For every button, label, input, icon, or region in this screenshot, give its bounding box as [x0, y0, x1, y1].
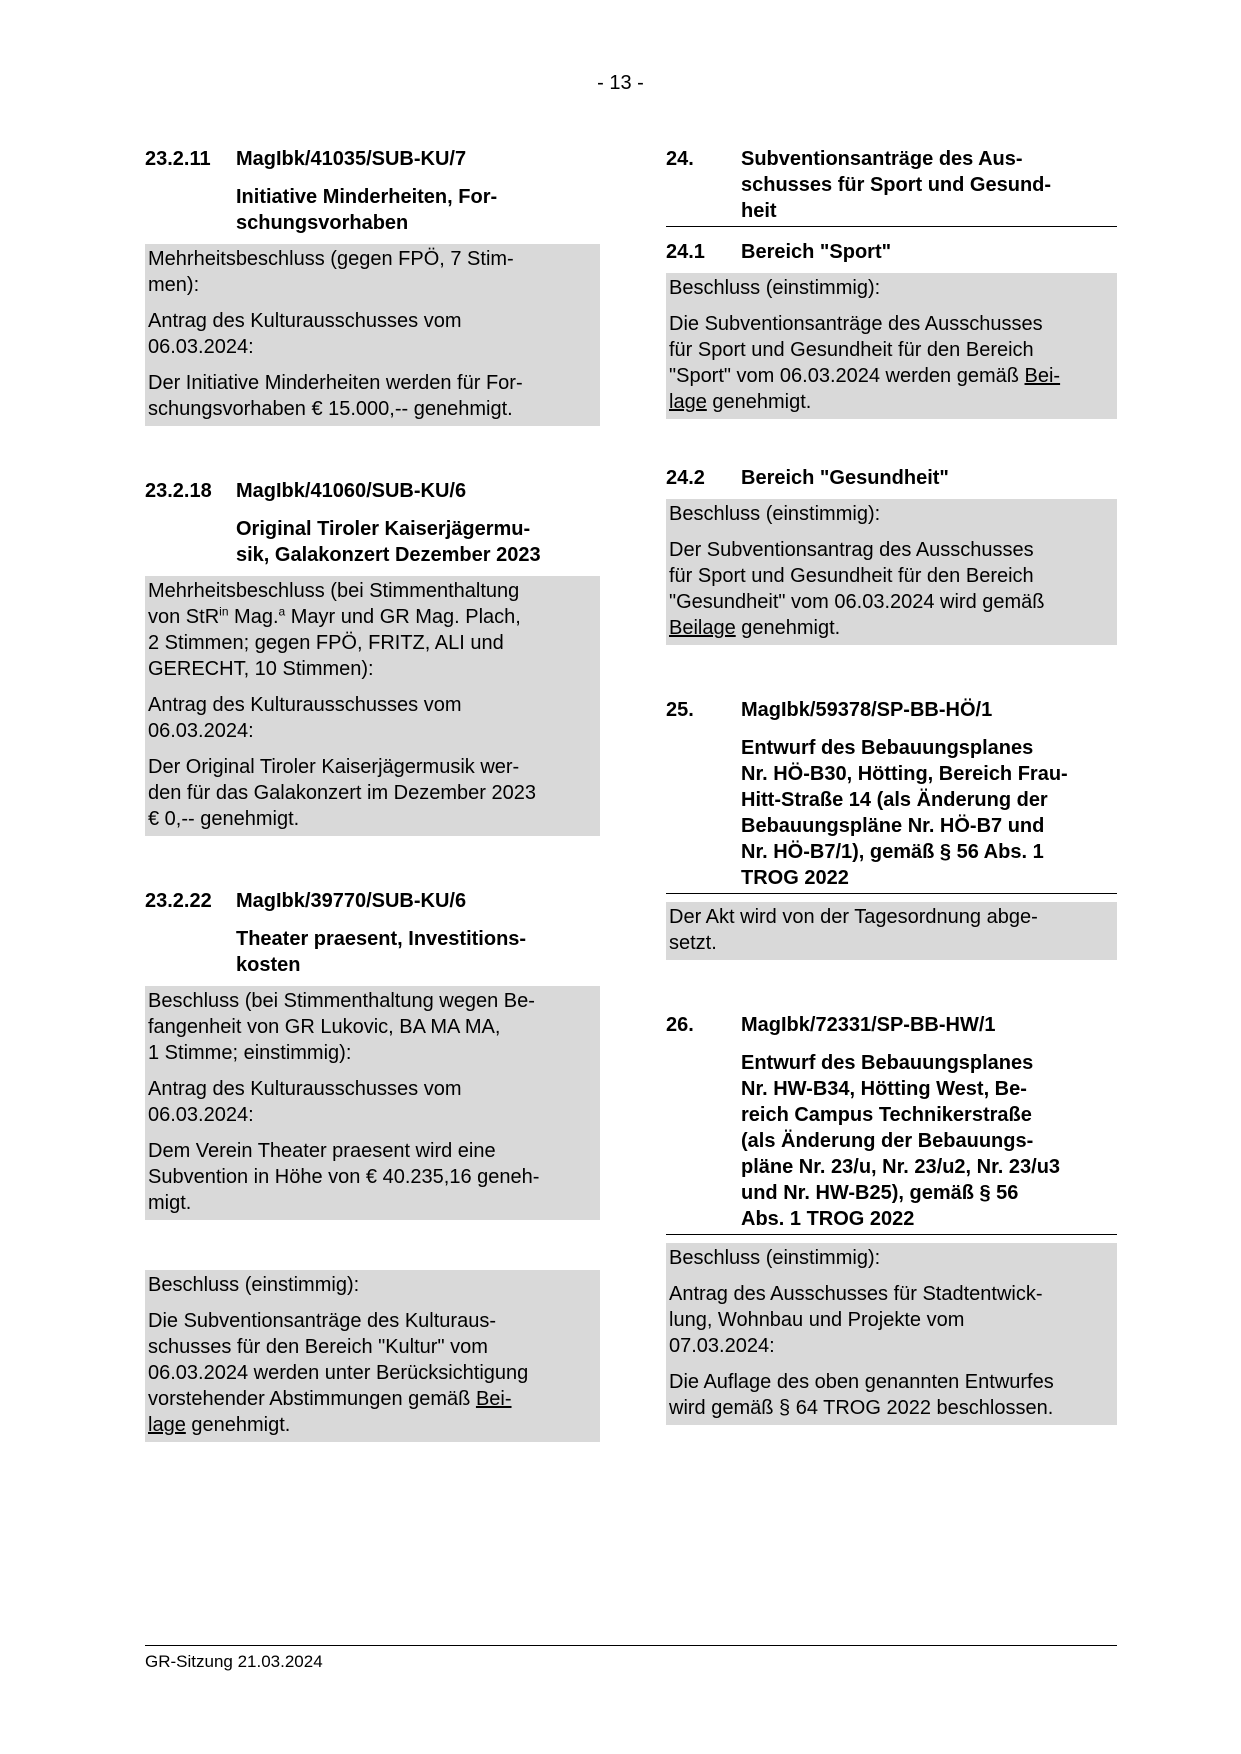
item-number: 23.2.22 [145, 890, 212, 912]
item-heading [666, 697, 1117, 723]
motion-text: Antrag des Kulturausschusses vom 06.03.2024: [148, 310, 462, 358]
resolution-box [666, 1243, 1117, 1425]
item-title-block [666, 1050, 1117, 1235]
vote-text: Beschluss (bei Stimmenthaltung wegen Be- fangenheit von GR Lukovic, BA MA MA, 1 Stimme; einstimmig): [148, 990, 535, 1064]
item-23-2-18 [145, 478, 600, 836]
final-resolution-box [145, 1270, 600, 1442]
decision-text: Dem Verein Theater praesent wird eine Subvention in Höhe von € 40.235,16 geneh- migt. [148, 1140, 540, 1214]
item-number: 24.1 [666, 241, 705, 263]
resolution-box [666, 902, 1117, 960]
beilage-link[interactable]: Beilage [669, 617, 736, 639]
resolution-box [666, 499, 1117, 645]
item-code: MagIbk/39770/SUB-KU/6 [236, 890, 467, 912]
footer-text: GR-Sitzung 21.03.2024 [145, 1652, 323, 1671]
item-title: Theater praesent, Investitions- kosten [236, 928, 527, 976]
vote-text: Mehrheitsbeschluss (gegen FPÖ, 7 Stim- men): [148, 248, 514, 296]
item-heading [666, 239, 1117, 265]
decision-text: Der Akt wird von der Tagesordnung abge- setzt. [669, 906, 1038, 954]
item-26 [666, 1012, 1117, 1425]
item-code: MagIbk/41060/SUB-KU/6 [236, 480, 467, 502]
decision-text: Die Subventionsanträge des Ausschusses für Sport und Gesundheit für den Bereich "Sport" vom 06.03.2024 werden gemäß Bei- lage genehmigt. [669, 313, 1061, 413]
resolution-box [145, 986, 600, 1220]
vote-text: Beschluss (einstimmig): [669, 503, 881, 525]
right-column [666, 146, 1117, 1425]
item-title: Entwurf des Bebauungsplanes Nr. HÖ-B30, Hötting, Bereich Frau- Hitt-Straße 14 (als Änderung der Bebauungspläne Nr. HÖ-B7 und Nr. HÖ-B7/1), gemäß § 56 Abs. 1 TROG 2022 [741, 737, 1068, 889]
item-title: Initiative Minderheiten, For- schungsvorhaben [236, 186, 498, 234]
section-number: 24. [666, 148, 694, 170]
vote-text: Beschluss (einstimmig): [669, 1247, 881, 1269]
item-title-block [666, 735, 1117, 894]
item-23-2-22 [145, 888, 600, 1220]
vote-text: Mehrheitsbeschluss (bei Stimmenthaltung von StR$^{in}$ Mag.$^a$ Mayr und GR Mag. Plach, 2 Stimmen; gegen FPÖ, FRITZ, ALI und GERECHT, 10 Stimmen): [148, 580, 521, 680]
page-number: - 13 - [597, 72, 644, 94]
item-24-2 [666, 465, 1117, 645]
item-number: 25. [666, 699, 694, 721]
item-code: MagIbk/59378/SP-BB-HÖ/1 [741, 699, 993, 721]
item-heading [666, 1012, 1117, 1038]
left-column [145, 146, 600, 1442]
item-heading [145, 146, 600, 172]
item-25 [666, 697, 1117, 960]
item-23-2-11 [145, 146, 600, 426]
decision-text: Die Subventionsanträge des Kulturaus- schusses für den Bereich "Kultur" vom 06.03.2024 werden unter Berücksichtigung vorstehender Abstimmungen gemäß Bei- lage genehmigt. [148, 1310, 529, 1436]
vote-text: Beschluss (einstimmig): [669, 277, 881, 299]
vote-text: Beschluss (einstimmig): [148, 1274, 360, 1296]
motion-text: Antrag des Kulturausschusses vom 06.03.2024: [148, 694, 462, 742]
section-title: Subventionsanträge des Aus- schusses für Sport und Gesund- heit [741, 148, 1052, 222]
item-number: 23.2.11 [145, 148, 211, 170]
item-code: MagIbk/41035/SUB-KU/7 [236, 148, 467, 170]
resolution-box [666, 273, 1117, 419]
beilage-link-cont[interactable]: lage [669, 391, 707, 413]
item-title: Bereich "Sport" [741, 241, 892, 263]
item-title: Bereich "Gesundheit" [741, 467, 949, 489]
item-number: 26. [666, 1014, 694, 1036]
item-code: MagIbk/72331/SP-BB-HW/1 [741, 1014, 996, 1036]
item-number: 23.2.18 [145, 480, 212, 502]
section-24-heading [666, 146, 1117, 227]
decision-text: Der Initiative Minderheiten werden für For- schungsvorhaben € 15.000,-- genehmigt. [148, 372, 523, 420]
resolution-box [145, 244, 600, 426]
beilage-link-cont[interactable]: lage [148, 1414, 186, 1436]
motion-text: Antrag des Kulturausschusses vom 06.03.2024: [148, 1078, 462, 1126]
footer [145, 1645, 1117, 1672]
decision-text: Der Original Tiroler Kaiserjägermusik wer- den für das Galakonzert im Dezember 2023 € 0,-- genehmigt. [148, 756, 536, 830]
item-title: Original Tiroler Kaiserjägermu- sik, Galakonzert Dezember 2023 [236, 518, 541, 566]
item-number: 24.2 [666, 467, 705, 489]
beilage-link[interactable]: Bei- [475, 1388, 512, 1410]
item-heading [666, 465, 1117, 491]
resolution-box [145, 576, 600, 836]
decision-text: Der Subventionsantrag des Ausschusses für Sport und Gesundheit für den Bereich "Gesundheit" vom 06.03.2024 wird gemäß Beilage genehmigt. [669, 539, 1045, 639]
motion-text: Antrag des Ausschusses für Stadtentwick- lung, Wohnbau und Projekte vom 07.03.2024: [669, 1283, 1043, 1357]
item-heading [145, 888, 600, 914]
item-heading [145, 478, 600, 504]
item-24-1 [666, 239, 1117, 419]
beilage-link[interactable]: Bei- [1024, 365, 1061, 387]
decision-text: Die Auflage des oben genannten Entwurfes wird gemäß § 64 TROG 2022 beschlossen. [669, 1371, 1054, 1419]
item-title: Entwurf des Bebauungsplanes Nr. HW-B34, Hötting West, Be- reich Campus Technikerstraße (als Änderung der Bebauungs- pläne Nr. 23/u, Nr. 23/u2, Nr. 23/u3 und Nr. HW-B25), gemäß § 56 Abs. 1 TROG 2022 [741, 1052, 1061, 1230]
